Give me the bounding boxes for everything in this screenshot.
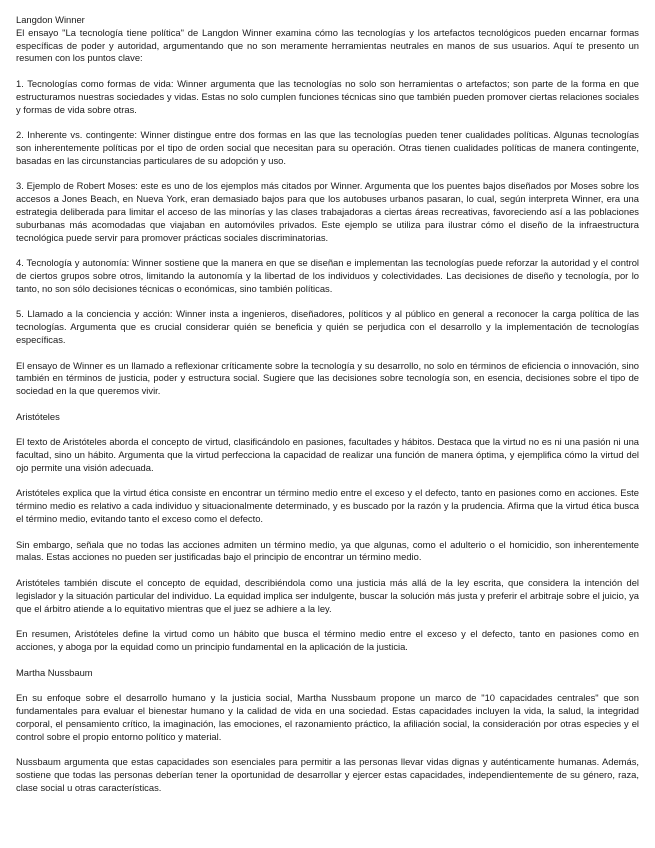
nussbaum-paragraph-1: En su enfoque sobre el desarrollo humano y la justicia social, Martha Nussbaum propone un marco de "10 capacidades centrales" que son fundamentales para evaluar el bienestar humano y la calidad de vida en una sociedad. Estas capacidades incluyen la vida, la salud, la integridad corporal, el pensamiento crítico, la imaginación, las emociones, el razonamiento práctico, la afiliación social, la consideración por otras especies y el control sobre el propio entorno político y material. — [16, 692, 639, 742]
section-title-aristoteles: Aristóteles — [16, 410, 60, 422]
document-page — [16, 14, 639, 795]
winner-point-1: 1. Tecnologías como formas de vida: Winner argumenta que las tecnologías no solo son herramientas o artefactos; son parte de la forma en que estructuramos nuestras sociedades y vidas. Estas no solo cumplen funciones técnicas sino que también pueden promover ciertas relaciones sociales y formas de vida sobre otras. — [16, 77, 639, 115]
nussbaum-paragraph-2: Nussbaum argumenta que estas capacidades son esenciales para permitir a las personas llevar vidas dignas y auténticamente humanas. Además, sostiene que todas las personas deberían tener la oportunidad de desarrollar y ejercer estas capacidades, independientemente de su género, raza, clase social u otras características. — [16, 756, 639, 793]
winner-point-4: 4. Tecnología y autonomía: Winner sostiene que la manera en que se diseñan e implementan las tecnologías puede reforzar la autoridad y el control de ciertos grupos sobre otros, limitando la autonomía y la libertad de los individuos y colectividades. Las decisiones de diseño y tecnología, por lo tanto, no son sólo decisiones técnicas o económicas, sino también políticas. — [16, 257, 639, 294]
winner-point-5: 5. Llamado a la conciencia y acción: Winner insta a ingenieros, diseñadores, políticos y al público en general a reconocer la carga política de las tecnologías. Argumenta que es crucial considerar quién se beneficia y quién se perjudica con el desarrollo y la implementación de tecnologías específicas. — [16, 308, 639, 345]
section-title-winner: Langdon Winner — [16, 14, 85, 25]
winner-intro-paragraph: El ensayo "La tecnología tiene política" de Langdon Winner examina cómo las tecnologías y los artefactos tecnológicos pueden encarnar formas específicas de poder y autoridad, argumentando que no son meramente herramientas neutrales en manos de sus usuarios. Aquí te presento un resumen con los puntos clave: — [16, 26, 639, 64]
aristoteles-paragraph-5: En resumen, Aristóteles define la virtud como un hábito que busca el término medio entre el exceso y el defecto, tanto en pasiones como en acciones, y aboga por la equidad como un principio fundamental en la aplicación de la justicia. — [16, 628, 639, 653]
aristoteles-paragraph-3: Sin embargo, señala que no todas las acciones admiten un término medio, ya que algunas, como el adulterio o el homicidio, son inherentemente malas. Estas acciones no pueden ser justificadas bajo el principio de encontrar un término medio. — [16, 538, 639, 563]
winner-conclusion-paragraph: El ensayo de Winner es un llamado a reflexionar críticamente sobre la tecnología y su desarrollo, no solo en términos de eficiencia o innovación, sino también en términos de justicia, poder y estructura social. Sugiere que las decisiones sobre tecnología son, en esencia, decisiones sobre el tipo de sociedad en la que queremos vivir. — [16, 359, 639, 397]
section-title-nussbaum: Martha Nussbaum — [16, 666, 93, 678]
winner-point-2: 2. Inherente vs. contingente: Winner distingue entre dos formas en las que las tecnologías pueden tener cualidades políticas. Algunas tecnologías son inherentemente políticas por el tipo de orden social que necesitan para su operación. Otras tienen cualidades políticas de manera contingente, basadas en las circunstancias particulares de su adopción y uso. — [16, 129, 639, 166]
aristoteles-paragraph-4: Aristóteles también discute el concepto de equidad, describiéndola como una justicia más allá de la ley escrita, que considera la intención del legislador y la situación particular del individuo. La equidad implica ser indulgente, buscar la solución más justa y preferir el arbitraje sobre el juicio, ya que el árbitro atiende a lo equitativo mientras que el juez se adhiere a la ley. — [16, 577, 639, 614]
aristoteles-paragraph-2: Aristóteles explica que la virtud ética consiste en encontrar un término medio entre el exceso y el defecto, tanto en pasiones como en acciones. Este término medio es relativo a cada individuo y situacionalmente determinado, y es buscado por la razón y la prudencia. Afirma que la virtud ética busca el término medio, evitando tanto el exceso como el defecto. — [16, 487, 639, 525]
winner-point-3: 3. Ejemplo de Robert Moses: este es uno de los ejemplos más citados por Winner. Argumenta que los puentes bajos diseñados por Moses sobre los accesos a Jones Beach, en Nueva York, eran demasiado bajos para que los autobuses urbanos pasaran, lo cual, según interpreta Winner, era una estrategia deliberada para limitar el acceso de las minorías y las clases trabajadoras a ciertas áreas recreativas, favoreciendo así a las poblaciones suburbanas más acomodadas que viajaban en automóviles privados. Este ejemplo se utiliza para ilustrar cómo el diseño de la infraestructura tecnológica puede servir para promover prácticas sociales discriminatorias. — [16, 180, 639, 243]
aristoteles-paragraph-1: El texto de Aristóteles aborda el concepto de virtud, clasificándolo en pasiones, facultades y hábitos. Destaca que la virtud no es ni una pasión ni una facultad, sino un hábito. Argumenta que la virtud perfecciona la capacidad de realizar una función de manera óptima, y ejemplifica cómo la virtud del ojo permite una visión adecuada. — [16, 436, 639, 473]
